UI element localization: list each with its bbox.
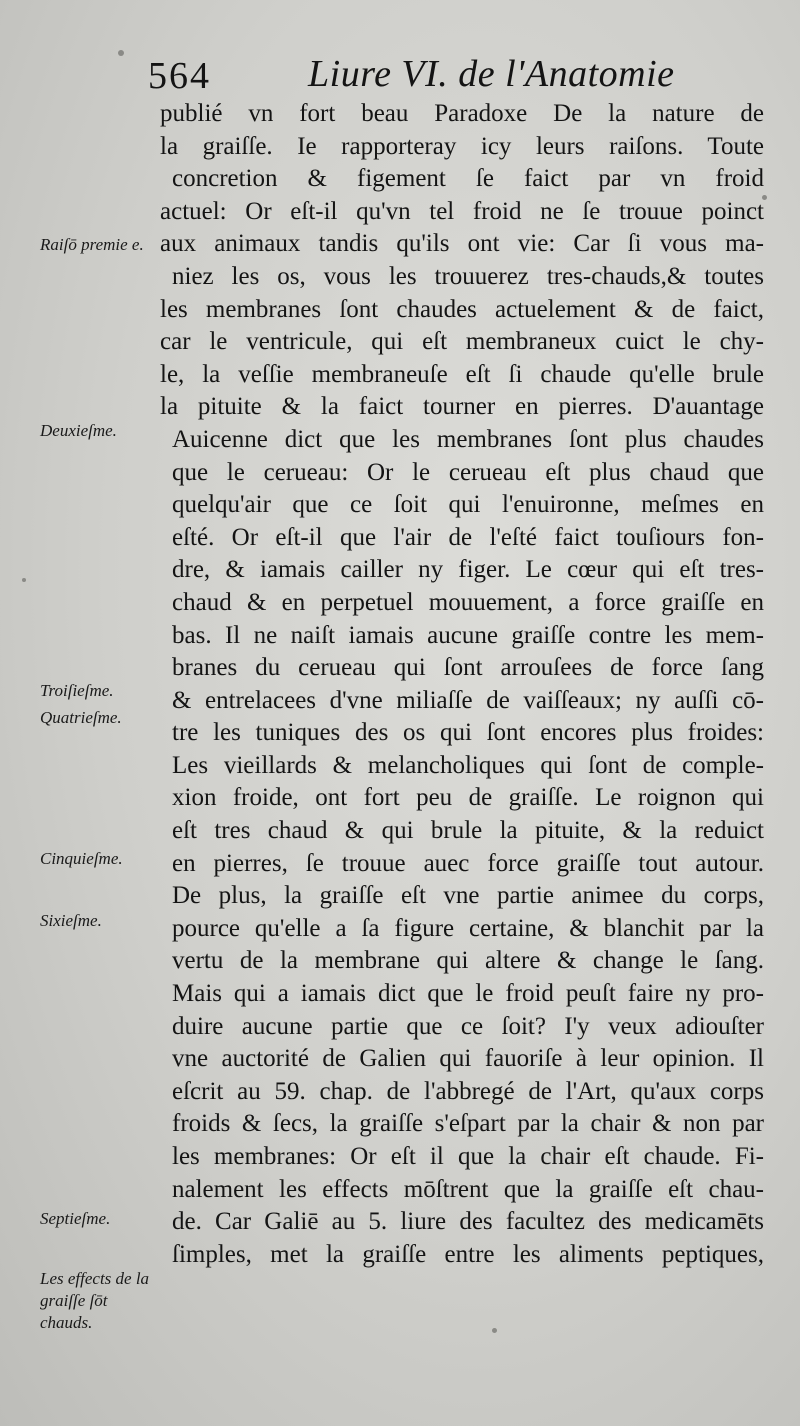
text-line: que le cerueau: Or le cerueau eſt plus chaud que <box>172 458 764 486</box>
text-line: le, la veſſie membraneuſe eſt ſi chaude qu'elle brule <box>160 360 764 388</box>
ink-speck <box>22 578 26 582</box>
text-line: tre les tuniques des os qui ſont encores plus froides: <box>172 719 764 747</box>
text-line: bas. Il ne naiſt iamais aucune graiſſe contre les mem- <box>172 621 764 649</box>
page-number: 564 <box>148 55 211 97</box>
text-line: De plus, la graiſſe eſt vne partie animee du corps, <box>172 882 764 910</box>
ink-speck <box>118 50 124 56</box>
page-header <box>148 50 748 102</box>
text-line: ſimples, met la graiſſe entre les aliments peptiques, <box>172 1240 764 1268</box>
text-line: chaud & en perpetuel mouuement, a force graiſſe en <box>172 588 764 616</box>
text-line: les membranes ſont chaudes actuelement & de faict, <box>160 295 764 323</box>
text-line: la pituite & la faict tourner en pierres. D'auantage <box>160 393 764 421</box>
text-line: Mais qui a iamais dict que le froid peuſt faire ny pro- <box>172 980 764 1008</box>
ink-speck <box>492 1328 497 1333</box>
text-line: vne auctorité de Galien qui fauoriſe à leur opinion. Il <box>172 1045 764 1073</box>
text-line: en pierres, ſe trouue auec force graiſſe tout autour. <box>172 849 764 877</box>
text-line: branes du cerueau qui ſont arrouſees de force ſang <box>172 654 764 682</box>
text-line: eſté. Or eſt-il que l'air de l'eſté faict touſiours fon- <box>172 523 764 551</box>
margin-note-deuxiesme: Deuxieſme. <box>40 421 117 440</box>
text-line: xion froide, ont fort peu de graiſſe. Le roignon qui <box>172 784 764 812</box>
text-line: aux animaux tandis qu'ils ont vie: Car ſi vous ma- <box>160 230 764 258</box>
text-line: eſcrit au 59. chap. de l'abbregé de l'Art, qu'aux corps <box>172 1077 764 1105</box>
text-line: Auicenne dict que les membranes ſont plus chaudes <box>172 425 764 453</box>
text-line: pource qu'elle a ſa figure certaine, & blanchit par la <box>172 914 764 942</box>
text-line: car le ventricule, qui eſt membraneux cuict le chy- <box>160 328 764 356</box>
text-line: la graiſſe. Ie rapporteray icy leurs raiſons. Toute <box>160 132 764 160</box>
margin-note-sixiesme: Sixieſme. <box>40 911 102 930</box>
text-line: froids & ſecs, la graiſſe s'eſpart par la chair & non par <box>172 1110 764 1138</box>
text-line: publié vn fort beau Paradoxe De la nature de <box>160 100 764 127</box>
text-line: vertu de la membrane qui altere & change le ſang. <box>172 947 764 975</box>
margin-note-quatriesme: Quatrieſme. <box>40 708 122 727</box>
text-line: actuel: Or eſt-il qu'vn tel froid ne ſe trouue poinct <box>160 197 764 225</box>
margin-note-effects: Les effects de la graiſſe ſōt chauds. <box>40 1269 150 1332</box>
text-line: les membranes: Or eſt il que la chair eſt chaude. Fi- <box>172 1143 764 1170</box>
text-line: Les vieillards & melancholiques qui ſont de comple- <box>172 751 764 779</box>
text-line: nalement les effects mōſtrent que la graiſſe eſt chau- <box>172 1175 764 1203</box>
margin-note-troisiesme: Troiſieſme. <box>40 681 114 700</box>
margin-note-cinquiesme: Cinquieſme. <box>40 849 123 868</box>
text-line: quelqu'air que ce ſoit qui l'enuironne, meſmes en <box>172 491 764 519</box>
body-text <box>160 98 764 1271</box>
text-line: eſt tres chaud & qui brule la pituite, & la reduict <box>172 817 764 845</box>
text-line: & entrelacees d'vne miliaſſe de vaiſſeaux; ny auſſi cō- <box>172 686 764 714</box>
text-line: niez les os, vous les trouuerez tres-chauds,& toutes <box>172 262 764 290</box>
text-line: concretion & figement ſe faict par vn froid <box>172 165 764 193</box>
text-line: dre, & iamais cailler ny figer. Le cœur qui eſt tres- <box>172 556 764 584</box>
running-head: Liure VI. de l'Anatomie <box>308 53 675 95</box>
margin-note-premiere: Raiſō premie e. <box>40 235 144 254</box>
margin-note-septiesme: Septieſme. <box>40 1209 111 1228</box>
text-line: duire aucune partie que ce ſoit? I'y veux adiouſter <box>172 1012 764 1040</box>
text-line: de. Car Galiē au 5. liure des facultez des medicamēts <box>172 1208 764 1236</box>
